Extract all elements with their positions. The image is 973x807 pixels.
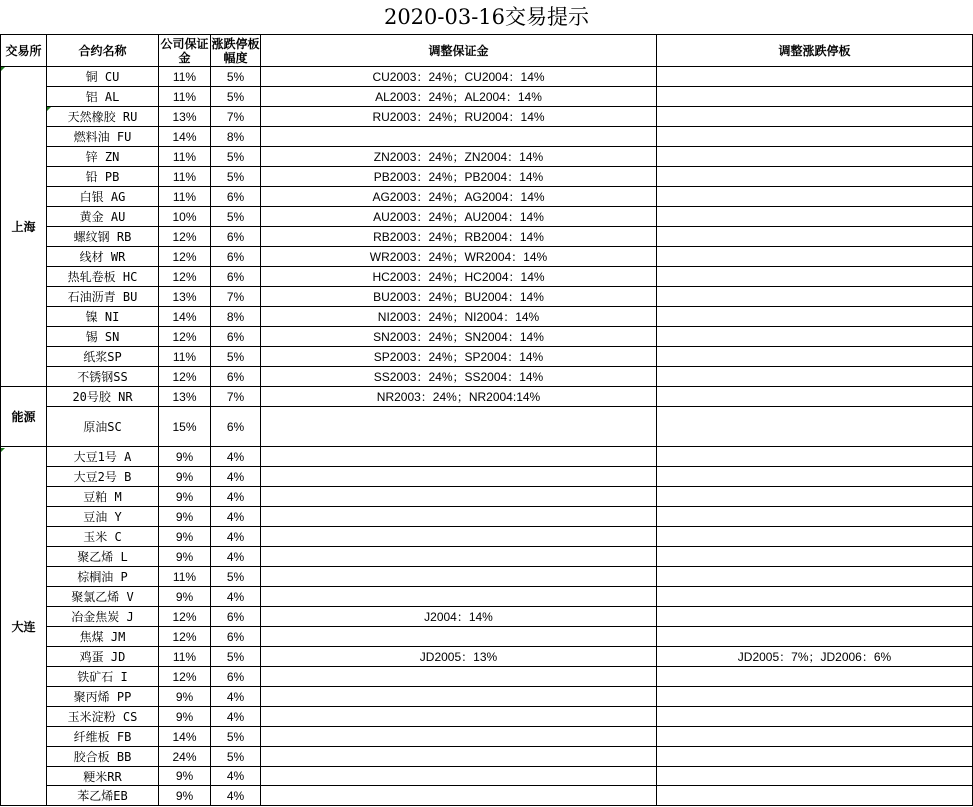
price-limit-cell[interactable]: 6% — [211, 607, 261, 627]
adjusted-margin-cell[interactable] — [261, 507, 657, 527]
adjusted-limit-cell[interactable] — [657, 67, 973, 87]
table-row — [1, 507, 973, 527]
contract-name-cell[interactable]: 大豆1号 A — [47, 447, 159, 467]
table-row — [1, 207, 973, 227]
contract-name-cell[interactable]: 原油SC — [47, 407, 159, 447]
adjusted-margin-cell[interactable] — [261, 627, 657, 647]
table-row — [1, 707, 973, 727]
adjusted-limit-cell[interactable] — [657, 367, 973, 387]
price-limit-cell[interactable]: 5% — [211, 747, 261, 767]
adjusted-margin-cell[interactable] — [261, 587, 657, 607]
contract-name-cell[interactable]: 燃料油 FU — [47, 127, 159, 147]
company-margin-cell[interactable]: 9% — [159, 707, 211, 727]
table-row — [1, 786, 973, 806]
adjusted-limit-cell[interactable] — [657, 347, 973, 367]
price-limit-cell[interactable]: 5% — [211, 567, 261, 587]
price-limit-cell[interactable]: 6% — [211, 407, 261, 447]
adjusted-margin-cell[interactable] — [261, 467, 657, 487]
company-margin-cell[interactable]: 11% — [159, 187, 211, 207]
company-margin-cell[interactable]: 13% — [159, 107, 211, 127]
contract-name-cell[interactable]: 聚乙烯 L — [47, 547, 159, 567]
contract-name-cell[interactable]: 铅 PB — [47, 167, 159, 187]
table-row — [1, 347, 973, 367]
contract-name-cell[interactable]: 20号胶 NR — [47, 387, 159, 407]
adjusted-limit-cell[interactable] — [657, 407, 973, 447]
table-row — [1, 667, 973, 687]
table-row — [1, 127, 973, 147]
cell-comment-marker — [1, 67, 5, 71]
contract-name-cell[interactable]: 铜 CU — [47, 67, 159, 87]
company-margin-cell[interactable]: 12% — [159, 607, 211, 627]
contract-name-cell[interactable]: 螺纹钢 RB — [47, 227, 159, 247]
adjusted-limit-cell[interactable] — [657, 267, 973, 287]
price-limit-cell[interactable]: 5% — [211, 647, 261, 667]
table-row — [1, 187, 973, 207]
company-margin-cell[interactable]: 9% — [159, 587, 211, 607]
adjusted-margin-cell[interactable]: CU2003：24%；CU2004：14% — [261, 67, 657, 87]
company-margin-cell[interactable]: 9% — [159, 507, 211, 527]
price-limit-cell[interactable]: 6% — [211, 327, 261, 347]
company-margin-cell[interactable]: 9% — [159, 527, 211, 547]
price-limit-cell[interactable]: 5% — [211, 147, 261, 167]
price-limit-cell[interactable]: 4% — [211, 487, 261, 507]
adjusted-margin-cell[interactable]: SN2003：24%；SN2004：14% — [261, 327, 657, 347]
header-adj-limit[interactable]: 调整涨跌停板 — [657, 35, 973, 67]
company-margin-cell[interactable]: 9% — [159, 687, 211, 707]
adjusted-margin-cell[interactable] — [261, 447, 657, 467]
table-row — [1, 727, 973, 747]
adjusted-margin-cell[interactable]: PB2003：24%；PB2004：14% — [261, 167, 657, 187]
company-margin-cell[interactable]: 24% — [159, 747, 211, 767]
table-row — [1, 547, 973, 567]
table-row — [1, 407, 973, 447]
company-margin-cell[interactable]: 11% — [159, 167, 211, 187]
contract-name-cell[interactable]: 豆油 Y — [47, 507, 159, 527]
contract-name-cell[interactable]: 聚氯乙烯 V — [47, 587, 159, 607]
adjusted-margin-cell[interactable]: J2004：14% — [261, 607, 657, 627]
contract-name-cell[interactable]: 焦煤 JM — [47, 627, 159, 647]
table-row — [1, 247, 973, 267]
contract-name-cell[interactable]: 不锈钢SS — [47, 367, 159, 387]
margin-table — [0, 34, 973, 806]
company-margin-cell[interactable]: 12% — [159, 367, 211, 387]
contract-name-cell[interactable]: 铝 AL — [47, 87, 159, 107]
header-exchange[interactable]: 交易所 — [1, 35, 47, 67]
company-margin-cell[interactable]: 9% — [159, 447, 211, 467]
company-margin-cell[interactable]: 11% — [159, 67, 211, 87]
table-row — [1, 387, 973, 407]
adjusted-margin-cell[interactable] — [261, 127, 657, 147]
adjusted-limit-cell[interactable] — [657, 207, 973, 227]
company-margin-cell[interactable]: 14% — [159, 307, 211, 327]
adjusted-margin-cell[interactable]: RB2003：24%；RB2004：14% — [261, 227, 657, 247]
contract-name-cell[interactable]: 玉米 C — [47, 527, 159, 547]
company-margin-cell[interactable]: 13% — [159, 387, 211, 407]
price-limit-cell[interactable]: 6% — [211, 227, 261, 247]
table-row — [1, 647, 973, 667]
exchange-cell[interactable]: 能源 — [1, 387, 47, 447]
adjusted-margin-cell[interactable]: JD2005：13% — [261, 647, 657, 667]
table-row — [1, 587, 973, 607]
company-margin-cell[interactable]: 9% — [159, 467, 211, 487]
adjusted-margin-cell[interactable] — [261, 567, 657, 587]
price-limit-cell[interactable]: 4% — [211, 786, 261, 806]
adjusted-margin-cell[interactable]: AG2003：24%；AG2004：14% — [261, 187, 657, 207]
company-margin-cell[interactable]: 13% — [159, 287, 211, 307]
adjusted-margin-cell[interactable]: AL2003：24%；AL2004：14% — [261, 87, 657, 107]
contract-name-cell[interactable]: 铁矿石 I — [47, 667, 159, 687]
table-row — [1, 447, 973, 467]
price-limit-cell[interactable]: 4% — [211, 447, 261, 467]
price-limit-cell[interactable]: 7% — [211, 387, 261, 407]
adjusted-limit-cell[interactable] — [657, 447, 973, 467]
company-margin-cell[interactable]: 11% — [159, 647, 211, 667]
adjusted-limit-cell[interactable] — [657, 627, 973, 647]
adjusted-limit-cell[interactable] — [657, 227, 973, 247]
price-limit-cell[interactable]: 4% — [211, 687, 261, 707]
contract-name-cell[interactable]: 纸浆SP — [47, 347, 159, 367]
contract-name-cell[interactable]: 冶金焦炭 J — [47, 607, 159, 627]
adjusted-margin-cell[interactable] — [261, 487, 657, 507]
company-margin-cell[interactable]: 12% — [159, 267, 211, 287]
table-row — [1, 487, 973, 507]
adjusted-margin-cell[interactable]: AU2003：24%；AU2004：14% — [261, 207, 657, 227]
adjusted-limit-cell[interactable] — [657, 747, 973, 767]
table-row — [1, 567, 973, 587]
adjusted-margin-cell[interactable]: SP2003：24%；SP2004：14% — [261, 347, 657, 367]
adjusted-limit-cell[interactable] — [657, 87, 973, 107]
price-limit-cell[interactable]: 6% — [211, 267, 261, 287]
adjusted-limit-cell[interactable] — [657, 786, 973, 806]
company-margin-cell[interactable]: 12% — [159, 627, 211, 647]
company-margin-cell[interactable]: 9% — [159, 767, 211, 786]
price-limit-cell[interactable]: 7% — [211, 107, 261, 127]
table-row — [1, 227, 973, 247]
price-limit-cell[interactable]: 4% — [211, 507, 261, 527]
table-row — [1, 367, 973, 387]
price-limit-cell[interactable]: 4% — [211, 767, 261, 786]
adjusted-limit-cell[interactable] — [657, 547, 973, 567]
adjusted-margin-cell[interactable] — [261, 687, 657, 707]
table-row — [1, 747, 973, 767]
header-margin[interactable]: 公司保证金 — [160, 36, 209, 65]
price-limit-cell[interactable]: 4% — [211, 707, 261, 727]
table-body — [1, 67, 973, 806]
price-limit-cell[interactable]: 5% — [211, 87, 261, 107]
contract-name-cell[interactable]: 胶合板 BB — [47, 747, 159, 767]
adjusted-limit-cell[interactable] — [657, 687, 973, 707]
table-row — [1, 767, 973, 786]
contract-name-cell[interactable]: 锡 SN — [47, 327, 159, 347]
company-margin-cell[interactable]: 11% — [159, 347, 211, 367]
adjusted-limit-cell[interactable] — [657, 247, 973, 267]
adjusted-margin-cell[interactable] — [261, 767, 657, 786]
adjusted-limit-cell[interactable] — [657, 607, 973, 627]
contract-name-cell[interactable]: 苯乙烯EB — [47, 786, 159, 806]
contract-name-cell[interactable]: 纤维板 FB — [47, 727, 159, 747]
contract-name-cell[interactable]: 粳米RR — [47, 767, 159, 786]
contract-name-cell[interactable]: 棕榈油 P — [47, 567, 159, 587]
price-limit-cell[interactable]: 8% — [211, 307, 261, 327]
table-row — [1, 307, 973, 327]
price-limit-cell[interactable]: 5% — [211, 347, 261, 367]
adjusted-limit-cell[interactable] — [657, 667, 973, 687]
table-row — [1, 107, 973, 127]
adjusted-margin-cell[interactable]: SS2003：24%；SS2004：14% — [261, 367, 657, 387]
adjusted-margin-cell[interactable]: WR2003：24%；WR2004：14% — [261, 247, 657, 267]
table-row — [1, 627, 973, 647]
table-row — [1, 327, 973, 347]
adjusted-limit-cell[interactable] — [657, 287, 973, 307]
contract-name-cell[interactable]: 镍 NI — [47, 307, 159, 327]
contract-name-cell[interactable]: 线材 WR — [47, 247, 159, 267]
price-limit-cell[interactable]: 6% — [211, 627, 261, 647]
company-margin-cell[interactable]: 9% — [159, 487, 211, 507]
price-limit-cell[interactable]: 5% — [211, 167, 261, 187]
table-row — [1, 147, 973, 167]
adjusted-limit-cell[interactable] — [657, 307, 973, 327]
adjusted-limit-cell[interactable] — [657, 587, 973, 607]
adjusted-limit-cell[interactable] — [657, 187, 973, 207]
table-row — [1, 267, 973, 287]
company-margin-cell[interactable]: 11% — [159, 147, 211, 167]
adjusted-margin-cell[interactable]: NR2003：24%；NR2004:14% — [261, 387, 657, 407]
contract-name-cell[interactable]: 玉米淀粉 CS — [47, 707, 159, 727]
adjusted-margin-cell[interactable]: NI2003：24%；NI2004：14% — [261, 307, 657, 327]
adjusted-limit-cell[interactable] — [657, 727, 973, 747]
table-row — [1, 87, 973, 107]
adjusted-limit-cell[interactable] — [657, 467, 973, 487]
price-limit-cell[interactable]: 6% — [211, 187, 261, 207]
adjusted-margin-cell[interactable]: BU2003：24%；BU2004：14% — [261, 287, 657, 307]
adjusted-margin-cell[interactable] — [261, 727, 657, 747]
price-limit-cell[interactable]: 4% — [211, 547, 261, 567]
adjusted-margin-cell[interactable] — [261, 527, 657, 547]
company-margin-cell[interactable]: 11% — [159, 567, 211, 587]
adjusted-margin-cell[interactable]: RU2003：24%；RU2004：14% — [261, 107, 657, 127]
adjusted-limit-cell[interactable] — [657, 707, 973, 727]
company-margin-cell[interactable]: 14% — [159, 127, 211, 147]
price-limit-cell[interactable]: 6% — [211, 367, 261, 387]
contract-name-cell[interactable]: 豆粕 M — [47, 487, 159, 507]
price-limit-cell[interactable]: 6% — [211, 247, 261, 267]
table-row — [1, 467, 973, 487]
header-limit[interactable]: 涨跌停板幅度 — [211, 36, 260, 65]
contract-name-cell[interactable]: 白银 AG — [47, 187, 159, 207]
price-limit-cell[interactable]: 4% — [211, 587, 261, 607]
contract-name-cell[interactable]: 黄金 AU — [47, 207, 159, 227]
price-limit-cell[interactable]: 7% — [211, 287, 261, 307]
contract-name-cell[interactable]: 锌 ZN — [47, 147, 159, 167]
table-row — [1, 287, 973, 307]
contract-name-cell[interactable]: 聚丙烯 PP — [47, 687, 159, 707]
adjusted-limit-cell[interactable] — [657, 487, 973, 507]
company-margin-cell[interactable]: 15% — [159, 407, 211, 447]
table-row — [1, 527, 973, 547]
page-title: 2020-03-16交易提示 — [383, 5, 590, 29]
adjusted-limit-cell[interactable] — [657, 387, 973, 407]
cell-comment-marker — [47, 107, 51, 111]
contract-name-cell[interactable]: 大豆2号 B — [47, 467, 159, 487]
adjusted-margin-cell[interactable] — [261, 707, 657, 727]
adjusted-limit-cell[interactable] — [657, 127, 973, 147]
company-margin-cell[interactable]: 11% — [159, 87, 211, 107]
table-row — [1, 687, 973, 707]
adjusted-limit-cell[interactable] — [657, 327, 973, 347]
adjusted-margin-cell[interactable]: ZN2003：24%；ZN2004：14% — [261, 147, 657, 167]
cell-comment-marker — [1, 448, 5, 452]
company-margin-cell[interactable]: 10% — [159, 207, 211, 227]
table-row — [1, 67, 973, 87]
adjusted-margin-cell[interactable] — [261, 407, 657, 447]
adjusted-limit-cell[interactable] — [657, 167, 973, 187]
price-limit-cell[interactable]: 4% — [211, 527, 261, 547]
adjusted-margin-cell[interactable] — [261, 786, 657, 806]
exchange-cell[interactable]: 上海 — [1, 67, 47, 387]
exchange-cell[interactable]: 大连 — [1, 447, 47, 806]
contract-name-cell[interactable]: 石油沥青 BU — [47, 287, 159, 307]
adjusted-limit-cell[interactable]: JD2005：7%；JD2006：6% — [657, 647, 973, 667]
adjusted-margin-cell[interactable] — [261, 667, 657, 687]
adjusted-limit-cell[interactable] — [657, 107, 973, 127]
price-limit-cell[interactable]: 6% — [211, 667, 261, 687]
price-limit-cell[interactable]: 8% — [211, 127, 261, 147]
adjusted-limit-cell[interactable] — [657, 147, 973, 167]
contract-name-cell[interactable]: 天然橡胶 RU — [47, 107, 159, 127]
adjusted-limit-cell[interactable] — [657, 527, 973, 547]
company-margin-cell[interactable]: 12% — [159, 667, 211, 687]
company-margin-cell[interactable]: 12% — [159, 327, 211, 347]
price-limit-cell[interactable]: 5% — [211, 207, 261, 227]
adjusted-limit-cell[interactable] — [657, 507, 973, 527]
contract-name-cell[interactable]: 鸡蛋 JD — [47, 647, 159, 667]
adjusted-margin-cell[interactable] — [261, 747, 657, 767]
adjusted-margin-cell[interactable]: HC2003：24%；HC2004：14% — [261, 267, 657, 287]
company-margin-cell[interactable]: 12% — [159, 247, 211, 267]
price-limit-cell[interactable]: 4% — [211, 467, 261, 487]
table-row — [1, 607, 973, 627]
table-row — [1, 167, 973, 187]
header-contract[interactable]: 合约名称 — [47, 35, 159, 67]
price-limit-cell[interactable]: 5% — [211, 727, 261, 747]
adjusted-limit-cell[interactable] — [657, 567, 973, 587]
header-row — [1, 35, 973, 67]
price-limit-cell[interactable]: 5% — [211, 67, 261, 87]
adjusted-limit-cell[interactable] — [657, 767, 973, 786]
company-margin-cell[interactable]: 12% — [159, 227, 211, 247]
header-adj-margin[interactable]: 调整保证金 — [261, 35, 657, 67]
company-margin-cell[interactable]: 9% — [159, 547, 211, 567]
company-margin-cell[interactable]: 14% — [159, 727, 211, 747]
adjusted-margin-cell[interactable] — [261, 547, 657, 567]
company-margin-cell[interactable]: 9% — [159, 786, 211, 806]
contract-name-cell[interactable]: 热轧卷板 HC — [47, 267, 159, 287]
